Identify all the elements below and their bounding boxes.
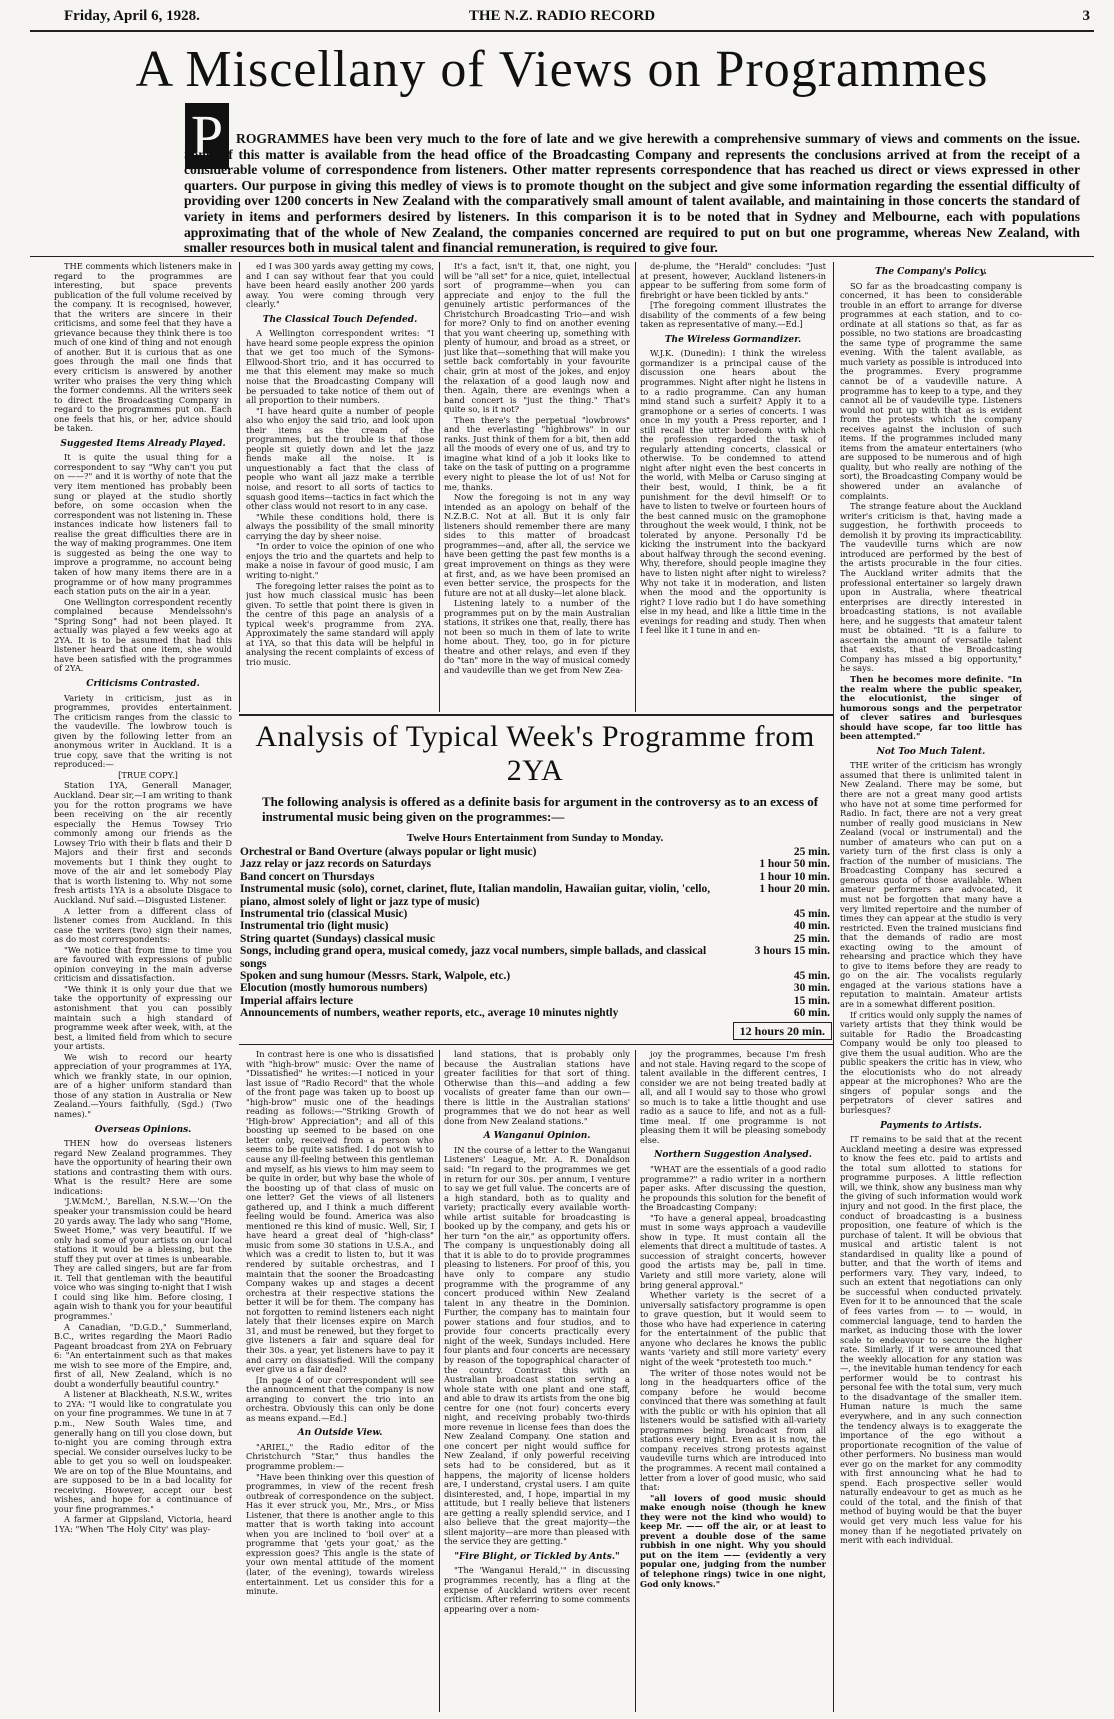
column-divider bbox=[833, 262, 834, 1712]
article-paragraph: A letter from a different class of listener comes from Auckland. In this case the writers (two) sign their names, as do most correspondents: bbox=[54, 905, 232, 945]
programme-row bbox=[238, 908, 832, 920]
article-paragraph: Then he becomes more definite. "In the realm where the public speaker, the elocutionist, the singer of humorous songs and the perpetrator of clever satires and burlesques should have scope, far too little has been attempted." bbox=[840, 673, 1022, 742]
article-paragraph: "all lovers of good music should make enough noise (though he knew they were not the kind who would) to keep Mr. —— off the air, or at least to prevent a double dose of the same rubbish in one night. Why you should put on the item —— (evidently a very popular one, judging from the number of telephone rings) twice in one night, God only knows." bbox=[640, 1492, 826, 1589]
article-paragraph: THE comments which listeners make in regard to the programmes are interesting, but space prevents publication of the full volume received by the company. It is recognised, however, that the writers are sincere in their criticisms, and some feel that they have a grievance because they think there is too much of one kind of thing and not enough of another. But it is curious that as one goes through the mail one finds that every criticism is answered by another writer who praises the very thing which the former condemns. All the writers seek to direct the Broadcasting Company in regard to the programmes put on. Each one feels that his, or her, advice should be taken. bbox=[54, 262, 232, 434]
programme-row bbox=[238, 920, 832, 932]
programme-time: 25 min. bbox=[793, 846, 830, 858]
article-paragraph: SO far as the broadcasting company is concerned, it has been to considerable trouble in an effort to arrange for diverse programmes at each station, and to co-ordinate at all stations so that, as far as possible, no two stations are broadcasting the same type of programme the same evening. With the talent available, as much variety as possible is introduced into the programmes. Every programme cannot be of a vaudeville nature. A programme has to keep to a type, and they cannot all be of vaudeville type. Listeners would not put up with that as is evident from the protests which the company receives against the inclusion of such items. If the programmes included many items from the amateur entertainers (who are supposed to be numerous and of high quality, but who really are nothing of the sort), the Broadcasting Company would be showered under an avalanche of complaints. bbox=[840, 280, 1022, 501]
subheading: An Outside View. bbox=[297, 1428, 383, 1439]
programme-item: Elocution (mostly humorous numbers) bbox=[240, 982, 428, 995]
programme-item: Instrumental music (solo), cornet, clarinet, flute, Italian mandolin, Hawaiian guitar, violin, 'cello, piano, almost solely of light or jazz type of music) bbox=[240, 883, 711, 908]
page-header bbox=[30, 8, 1094, 32]
article-paragraph: IN the course of a letter to the Wanganui Listeners' League, Mr. A. R. Donaldson said: "In regard to the programmes we get in return for our 30s. per annum, I venture to say we get full value. The concerts are of a high standard, both as to quality and variety; practically every available worth-while artist suitable for broadcasting is booked up by the company, and gets his or her turn "on the air," as opportunity offers. The company is unquestionably doing all that it is able to do to provide programmes pleasing to listeners. For proof of this, you have only to compare any studio programme with the programme of any concert produced within New Zealand talent in any theatre in the Dominion. Further, the company has to maintain four power stations and four studios, and to provide four concerts practically every night of the week, Sundays included. Here four plants and four concerts are necessary by reason of the topographical character of the country. Contrast this with an Australian broadcast station serving a whole state with one plant and one staff, and able to draw its artists from the one big centre for one (not four) concerts every night, and receiving probably two-thirds more revenue in license fees than does the New Zealand Company. One station and one concert per night would suffice for New Zealand, if only powerful receiving sets had to be considered, but as it happens, the majority of license holders are, I understand, crystal users. I am quite disinterested, and, I hope, impartial in my attitude, but I really believe that listeners are getting a really splendid service, and I also believe that the great majority—the silent majority—are more than pleased with the service they are getting." bbox=[444, 1144, 630, 1547]
article-paragraph: In contrast here is one who is dissatisfied with "high-brow" music: Over the name of "Dissatisfied" he writes:—I noticed in your last issue of "Radio Record" that the whole of the front page was taken up to boost up "high-brow" music one of the headings reading as follows:—"Striking Growth of 'High-brow' Appreciation"; and all of this boosting up seemed to be based on one letter only, received from a person who seems to be quite satisfied. I do not wish to cause any ill-feeling between this gentleman and myself, as his views to him may seem to be quite in order, but why base the whole of the boosting up of that class of music on one letter? Get the views of all listeners gathered up, and I think a much different feeling would be found. America was also mentioned re this kind of music. Well, Sir, I have heard a great deal of "high-class" music from some 30 stations in U.S.A., and which was a credit to listen to, but it was rendered by suitable orchestras, and I maintain that the sooner the Broadcasting Company wakes up and stages a decent orchestra at their respective stations the better it will be for them. The company has not forgotten to remind listeners each night lately that their licenses expire on March 31, and must be renewed, but they forget to give listeners a fair and square deal for their 30s. a year, yet listeners have to pay it and carry on dissatisfied. Will the company ever give us a fair deal? bbox=[246, 1050, 434, 1375]
article-paragraph: "The 'Wanganui Herald,'" in discussing programmes recently, has a fling at the expense of Auckland writers over recent criticism. After referring to some comments appearing over a nom- bbox=[444, 1565, 630, 1614]
article-paragraph: Variety in criticism, just as in programmes, provides entertainment. The criticism ranges from the classic to the vaudeville. The lowbrow touch is given by the following letter from an anonymous writer in Auckland. It is a true copy, save that the writing is not reproduced:— bbox=[54, 692, 232, 770]
subheading: Criticisms Contrasted. bbox=[86, 678, 200, 689]
programme-item: Band concert on Thursdays bbox=[240, 870, 375, 883]
article-paragraph: The writer of those notes would not be long in the headquarters office of the company before he would become convinced that there was something at fault with the public or with his opinion that all listeners would be satisfied with all-variety programmes being broadcast from all stations every night. Even as it is now, the company receives strong protests against vaudeville turns which are introduced into the programmes. A recent mail contained a letter from a lover of good music, who said that: bbox=[640, 1367, 826, 1493]
programme-row bbox=[238, 871, 832, 883]
article-paragraph: "We notice that from time to time you are favoured with expressions of public opinion conveying in the main adverse criticism and dissatisfaction. bbox=[54, 944, 232, 984]
article-paragraph: "While these conditions hold, there is always the possibility of the small minority carrying the day by sheer noise. bbox=[246, 511, 434, 541]
subheading: "Fire Blight, or Tickled by Ants." bbox=[454, 1551, 620, 1562]
programme-row bbox=[238, 846, 832, 858]
programme-row bbox=[238, 858, 832, 870]
article-paragraph: "ARIEL," the Radio editor of the Christchurch "Star," thus handles the programme problem:— bbox=[246, 1441, 434, 1471]
article-paragraph: "WHAT are the essentials of a good radio programme?" a radio writer in a northern paper asks. After discussing the question, he propounds this solution for the benefit of the Broadcasting Company: bbox=[640, 1164, 826, 1213]
subheading: A Wanganui Opinion. bbox=[483, 1131, 591, 1142]
programme-time: 1 hour 10 min. bbox=[759, 870, 830, 883]
programme-time: 45 min. bbox=[793, 970, 830, 983]
column-divider bbox=[439, 262, 440, 712]
programme-time: 1 hour 50 min. bbox=[759, 858, 830, 871]
column-5 bbox=[840, 262, 1022, 1712]
column-divider bbox=[635, 262, 636, 712]
column-1 bbox=[54, 262, 232, 1712]
programme-time: 40 min. bbox=[793, 920, 830, 933]
column-divider bbox=[239, 262, 240, 712]
column-3-upper bbox=[444, 262, 630, 712]
subheading: The Company's Policy. bbox=[875, 267, 987, 277]
analysis-top-rule bbox=[239, 714, 833, 716]
article-paragraph: Whether variety is the secret of a universally satisfactory programme is open to grave question, but it would seem to those who have had experience in catering for the entertainment of the public that anyone who declares he knows the public wants 'variety and still more variety' every night of the week "protesteth too much." bbox=[640, 1290, 826, 1367]
programme-item: Songs, including grand opera, musical comedy, jazz vocal numbers, simple ballads, and classical songs bbox=[240, 945, 707, 970]
page-title: A Miscellany of Views on Programmes bbox=[135, 41, 989, 98]
rule-top bbox=[30, 256, 1094, 257]
article-paragraph: [TRUE COPY.] bbox=[118, 769, 178, 780]
programme-time: 60 min. bbox=[793, 1007, 830, 1020]
article-paragraph: It's a fact, isn't it, that, one night, you will be "all set" for a nice, quiet, intellectual sort of programme—when you can appreciate and enjoy to the full the genuinely artistic performances of the Christchurch Broadcasting Trio—and wish for more? Only to find on another evening that you want cheering up, something with plenty of humour, and broad as a street, or just like that—something that will make you settle back comfortably in your favourite chair, grin at most of the jokes, and enjoy the relaxation of a good laugh now and then. Again, there are evenings when a band concert is "just the thing." That's quite so, is it not? bbox=[444, 262, 630, 415]
subheading: Overseas Opinions. bbox=[94, 1124, 192, 1135]
programme-time: 30 min. bbox=[793, 982, 830, 995]
issue-date: Friday, April 6, 1928. bbox=[64, 8, 200, 24]
subheading: The Classical Touch Defended. bbox=[262, 314, 418, 325]
article-paragraph: ed I was 300 yards away getting my cows, and I can say without fear that you could have been heard easily another 200 yards away. You were coming through very clearly." bbox=[246, 262, 434, 310]
total-time bbox=[238, 1024, 832, 1039]
table-heading: Twelve Hours Entertainment from Sunday to Monday. bbox=[406, 832, 664, 844]
article-paragraph: land stations, that is probably only because the Australian stations have greater facilities for that sort of thing. Otherwise than this—and adding a few vocalists of greater fame than our own—there is little in the Australian stations' programmes that we do not hear as well done from New Zealand stations." bbox=[444, 1050, 630, 1126]
article-paragraph: A farmer at Gippsland, Victoria, heard 1YA: "When 'The Holy City' was play- bbox=[54, 1514, 232, 1534]
article-paragraph: Now the foregoing is not in any way intended as an apology on behalf of the N.Z.B.C. Not at all. But it is only fair listeners should remember there are many sides to this matter of broadcast programmes—and, after all, the service we have been getting the past few months is a great improvement on things as they were at first, and, as we have been promised an even better service, the prospects for the future are not at all dusky—let alone black. bbox=[444, 492, 630, 598]
programme-row bbox=[238, 982, 832, 994]
column-divider bbox=[439, 1050, 440, 1712]
intro-dropcap: P bbox=[185, 103, 229, 169]
programme-time: 15 min. bbox=[793, 994, 830, 1007]
article-paragraph: [In page 4 of our correspondent will see the announcement that the company is now arranging to convert the trio into an orchestra. Obviously this can only be done as means expand.—Ed.] bbox=[246, 1374, 434, 1423]
programme-item: String quartet (Sundays) classical music bbox=[240, 932, 435, 945]
programme-time: 3 hours 15 min. bbox=[754, 945, 830, 958]
programme-row bbox=[238, 883, 832, 908]
article-paragraph: One Wellington correspondent recently complained because Mendelssohn's "Spring Song" had not been played. It actually was played a few weeks ago at 2YA. It is to be assumed that had this listener heard that one item, she would have been satisfied with the programmes of 2YA. bbox=[54, 596, 232, 674]
article-paragraph: "I have heard quite a number of people also who enjoy the said trio, and look upon their items as the cream of the programmes, but the trouble is that those people sit quietly down and let the jazz fiends make all the noise. It is unquestionably a fact that the class of people who want all jazz make a terrible noise, and resort to all sorts of tactics to squash good items—tactics in fact which the other class would not resort to in any case. bbox=[246, 405, 434, 512]
programme-row bbox=[238, 945, 832, 970]
article-paragraph: W.J.K. (Dunedin): I think the wireless gormandizer is a principal cause of the discussion one hears about the programmes. Night after night he listens in to a radio programme. Can any human mind stand such a surfeit? Apply it to a gramophone or a series of concerts. I was once in my youth a Press reporter, and I still recall the utter boredom with which the profession regarded the task of regularly attending concerts, classical or otherwise. To be condemned to attend night after night even the best concerts in the world, with Melba or Caruso singing at their best, would, I think, be a fit punishment for the devil himself! Or to have to listen to twelve or fourteen hours of the best canned music on the gramophone throughout the week would, I think, not be tolerated by anyone. Personally I'd be kicking the instrument into the backyard about halfway through the second evening. Why, therefore, should people imagine they have to listen night after night to wireless? Why not take it in moderation, and listen when the mood and the opportunity is right? I love radio but I do have something else in my head, and like a little time in the evenings for reading and study. Then when I feel like it I tune in and en- bbox=[640, 348, 826, 636]
programme-table bbox=[238, 846, 832, 1020]
programme-row bbox=[238, 995, 832, 1007]
intro-paragraph bbox=[184, 131, 1080, 256]
subheading: Not Too Much Talent. bbox=[876, 746, 986, 757]
programme-time: 1 hour 20 min. bbox=[759, 883, 830, 896]
programme-row bbox=[238, 1007, 832, 1019]
article-paragraph: de-plume, the "Herald" concludes: "Just at present, however, Auckland listeners-in appear to be suffering from some form of firebright or have been tickled by ants." bbox=[640, 262, 826, 300]
article-paragraph: "To have a general appeal, broadcasting must in some ways approach a vaudeville show in type. It must contain all the elements that direct a multitude of tastes. A succession of straight concerts, however good the artists may be, pall in time. Variety and still more variety, alone will bring general approval." bbox=[640, 1212, 826, 1290]
programme-item: Instrumental trio (classical Music) bbox=[240, 908, 408, 921]
programme-item: Imperial affairs lecture bbox=[240, 994, 354, 1007]
programme-item: Spoken and sung humour (Messrs. Stark, Walpole, etc.) bbox=[240, 970, 511, 983]
article-paragraph: If critics would only supply the names of variety artists that they think would be suitable for Radio the Broadcasting Company would be only too pleased to give them the usual audition. Who are the public speakers the critic has in view, who the elocutionists who do not already appear at the microphones? Who are the singers of popular songs and the perpetrators of clever satires and burlesques? bbox=[840, 1009, 1022, 1116]
article-paragraph: "In order to voice the opinion of one who enjoys the trio and the quartets and help to make a noise in favour of good music, I am writing to-night." bbox=[246, 541, 434, 580]
article-paragraph: A Wellington correspondent writes: "I have heard some people express the opinion that we get too much of the Symons-Ellwood-Short trio, and it has occurred to me that this element may make so much noise that the Broadcasting Company will be persuaded to take notice of them out of all proportion to their numbers. bbox=[246, 328, 434, 406]
programme-item: Instrumental trio (light music) bbox=[240, 920, 389, 933]
article-paragraph: Then there's the perpetual "lowbrows" and the everlasting "highbrows" in our ranks. Just think of them for a bit, then add all the moods of every one of us, and try to imagine what kind of a job it looks like to take on the task of putting on a programme every night to please the lot of us! Not for me, thanks. bbox=[444, 414, 630, 492]
column-3-lower bbox=[444, 1050, 630, 1712]
page-number: 3 bbox=[1082, 8, 1090, 24]
article-paragraph: A listener at Blackheath, N.S.W., writes to 2YA: "I would like to congratulate you on your fine programmes. We tune in at 7 p.m., New South Wales time, and generally hang on till you close down, but to-night you are coming through extra special. We consider ourselves lucky to be able to get you so well on loudspeaker. We are on top of the Blue Mountains, and are supposed to be in a bad locality for receiving. However, accept our best wishes, and hope for a continuance of your fine programmes." bbox=[54, 1389, 232, 1514]
subheading: Suggested Items Already Played. bbox=[60, 438, 226, 449]
programme-row bbox=[238, 970, 832, 982]
analysis-bottom-rule bbox=[239, 1044, 833, 1045]
article-paragraph: IT remains to be said that at the recent Auckland meeting a desire was expressed to know the fees etc. paid to artists and the total sum allotted to stations for programme purposes. A little reflection will, we think, show any business man why the giving of such information would work injury and not good. In the first place, the conduct of broadcasting is a business proposition, one feature of which is the purchase of talent. It will be obvious that musical and artistic talent is not standardised in quality like a pound of butter, and that the worth of items and performers vary. They vary, indeed, to such an extent that negotiations can only be successful when conducted privately. Even for it to be announced that the scale of fees varies from — to — would, in commercial language, tend to harden the market, as inducing those with the lower scale to endeavour to secure the higher rate. Similarly, if it were announced that the weekly allocation for any station was —, the inevitable human tendency for each performer would be to contrast his personal fee with the total sum, very much to the disadvantage of the smaller item. Human nature is much the same everywhere, and in any such connection the tendency always is to exaggerate the importance of the ego without a proportionate recognition of the value of other performers. No business man would ever go on the market for any commodity with first announcing what he had to spend. Each prospective seller would naturally endeavour to get as much as he could of the total, and the finish of that method of buying would be that the buyer would get very much less value for his money than if he negotiated privately on merit with each individual. bbox=[840, 1134, 1022, 1546]
column-4-lower bbox=[640, 1050, 826, 1712]
programme-item: Jazz relay or jazz records on Saturdays bbox=[240, 858, 432, 871]
article-paragraph: The foregoing letter raises the point as to just how much classical music has been given. To settle that point there is given in the centre of this page an analysis of a typical week's programme from 2YA. Approximately the same standard will apply at 1YA, so that this data will be helpful in analysing the recent complaints of excess of trio music. bbox=[246, 580, 434, 667]
intro-text: ROGRAMMES have been very much to the fore of late and we give herewith a comprehensive summary of views and comments on the issue. Some of this matter is available from the head office of the Broadcasting Company and represents the conclusions arrived at from the receipt of a considerable volume of correspondence from listeners. Other matter represents correspondence that has reached us direct or views expressed in other quarters. Our purpose in giving this medley of views is to promote thought on the subject and give some information regarding the essential difficulty of providing over 1200 concerts in New Zealand with the comparatively small amount of talent available, and maintaining in those concerts the standard of variety in items and performers desired by listeners. In this comparison it is to be noted that in Sydney and Melbourne, each with populations approximating that of the whole of New Zealand, the companies concerned are required to put on but one programme, whereas New Zealand, with smaller resources both in musical talent and financial remuneration, is required to give four. bbox=[184, 131, 1080, 256]
article-paragraph: Listening lately to a number of the programmes put on by the main Australian stations, it strikes one that, really, there has not been so much in them of late to write home about. They, too, go in for picture theatre and other relays, and even if they do "tan" more in the way of musical comedy and vaudeville than we get from New Zea- bbox=[444, 598, 630, 675]
analysis-title: Analysis of Typical Week's Programme from 2YA bbox=[255, 720, 815, 787]
article-paragraph: We wish to record our hearty appreciation of your programmes at 1YA, which we frankly state, in our opinion, are of a higher uniform standard than those of any station in Australia or New Zealand.—Yours faithfully, (Sgd.) (Two names)." bbox=[54, 1051, 232, 1120]
programme-item: Announcements of numbers, weather reports, etc., average 10 minutes nightly bbox=[240, 1007, 619, 1020]
article-paragraph: "We think it is only your due that we take the opportunity of expressing our astonishment that you can possibly maintain such a high standard of programme week after week, with, at the best, a limited field from which to secure your artists. bbox=[54, 983, 232, 1052]
analysis-subtitle: The following analysis is offered as a definite basis for argument in the controversy as to an excess of instrumental music being given on the programmes:— bbox=[262, 794, 819, 824]
programme-time: 25 min. bbox=[793, 932, 830, 945]
column-4-upper bbox=[640, 262, 826, 712]
article-paragraph: THEN how do overseas listeners regard New Zealand programmes. They have the opportunity of hearing their own stations and contrasting them with ours. What is the result? Here are some indications: bbox=[54, 1138, 232, 1196]
article-paragraph: A Canadian, "D.G.D.," Summerland, B.C., writes regarding the Maori Radio Pageant broadcast from 2YA on February 6: "An entertainment such as that makes me wish to see more of the Empire, and, first of all, New Zealand, which is no doubt a wonderfully beautiful country." bbox=[54, 1321, 232, 1389]
article-paragraph: joy the programmes, because I'm fresh and not stale. Having regard to the scope of talent available in the different centres, I consider we are not being treated badly at all, and all I would say to those who growl so much is to take a little thought and use radio as a sauce to life, and not as a full-time meal. If one programme is not pleasing them it will be pleasing somebody else. bbox=[640, 1050, 826, 1145]
programme-item: Orchestral or Band Overture (always popular or light music) bbox=[240, 846, 537, 858]
column-divider bbox=[635, 1050, 636, 1712]
article-paragraph: It is quite the usual thing for a correspondent to say "Why can't you put on ——?" and it is worthy of note that the very item mentioned has probably been sung or played at the studio shortly before, on some occasion when the correspondent was not listening in. These instances indicate how listeners fail to realise the great difficulties there are in the way of making programmes. One item is suggested as being the one way to improve a programme, no account being taken of how many items there are in a programme or of how many programmes each station puts on the air in a year. bbox=[54, 452, 232, 597]
article-paragraph: THE writer of the criticism has wrongly assumed that there is unlimited talent in New Zealand. There may be some, but there are not a great many good artists who have not at some time performed for Radio. In fact, there are not a very great number of really good musicians in New Zealand (vocal or instrumental) and the number of amateurs who can put on a variety turn of the first class is only a fraction of the number of musicians. The Broadcasting Company has secured a generous quota of those available. When amateur performers are advocated, it must not be forgotten that many have a very limited repertoire and the number of times they can appear at the studio is very restricted. Even the trained musicians find that the demands of radio are most exacting owing to the amount of rehearsing and practice which they have to give to items before they are ready to go on the air. The vocalists regularly engaged at the various stations have a reputation to maintain. Amateur artists are in a somewhat different position. bbox=[840, 760, 1022, 1010]
article-paragraph: 'J.W.McM.', Barellan, N.S.W.—'On the speaker your transmission could be heard 20 yards away. The lady who sang "Home, Sweet Home," was very beautiful. If we only had some of your artists on our local stations it would be a blessing, but the stuff they put over at times is unbearable. They are called singers, but are far from it. Tell that gentleman with the beautiful voice who was singing to-night that I wish I could sing like him. Before closing, I again wish to thank you for your beautiful programmes.' bbox=[54, 1196, 232, 1321]
publication-name: THE N.Z. RADIO RECORD bbox=[468, 8, 656, 24]
analysis-section bbox=[238, 720, 832, 1039]
subheading: The Wireless Gormandizer. bbox=[664, 334, 802, 345]
article-paragraph: "Have been thinking over this question of programmes, in view of the recent fresh outbreak of correspondence on the subject. Has it ever struck you, Mr., Mrs., or Miss Listener, that there is another angle to this matter that is worth taking into account when you are inclined to 'boil over' at a programme that 'gets your goat,' as the expression goes? This angle is the state of your own mental attitude of the moment (later, of the evening), towards wireless entertainment. Let us consider this for a minute. bbox=[246, 1471, 434, 1597]
programme-time: 45 min. bbox=[793, 908, 830, 921]
total-value: 12 hours 20 min. bbox=[733, 1022, 832, 1040]
subheading: Payments to Artists. bbox=[880, 1120, 982, 1131]
subheading: Northern Suggestion Analysed. bbox=[654, 1150, 812, 1161]
column-2-upper bbox=[246, 262, 434, 712]
article-paragraph: Station 1YA, Generall Manager, Auckland. Dear sir,—I am writing to thank you for the rotton programs we have been receiving on the air recently especially the Hemus Towsey Trio commonly among our friends as the Lowsey Trio with their b flats and their D Majors and their first and seconds movements but I think they ought to move of the air and let somebody Play that is worth listening to. Why not some fresh artists 1YA is a absolute Disgace to Auckland. Nuf said.—Disgusted Listener. bbox=[54, 780, 232, 905]
article-paragraph: The strange feature about the Auckland writer's criticism is that, having made a suggestion, he forthwith proceeds to demolish it by proving its impracticability. The vaudeville turns which are now introduced are performed by the best of the artists procurable in the four cities. The Auckland writer admits that the professional entertainer so largely drawn upon in Australia, where theatrical enterprises are directly interested in broadcasting stations, is not available here, and he suggests that amateur talent must be obtained. "It is a failure to ascertain the amount of versatile talent that exists, that the Broadcasting Company has missed a big opportunity," he says. bbox=[840, 501, 1022, 674]
programme-row bbox=[238, 933, 832, 945]
column-2-lower bbox=[246, 1050, 434, 1712]
article-paragraph: [The foregoing comment illustrates the disability of the comments of a few being taken as representative of many.—Ed.] bbox=[640, 300, 826, 330]
